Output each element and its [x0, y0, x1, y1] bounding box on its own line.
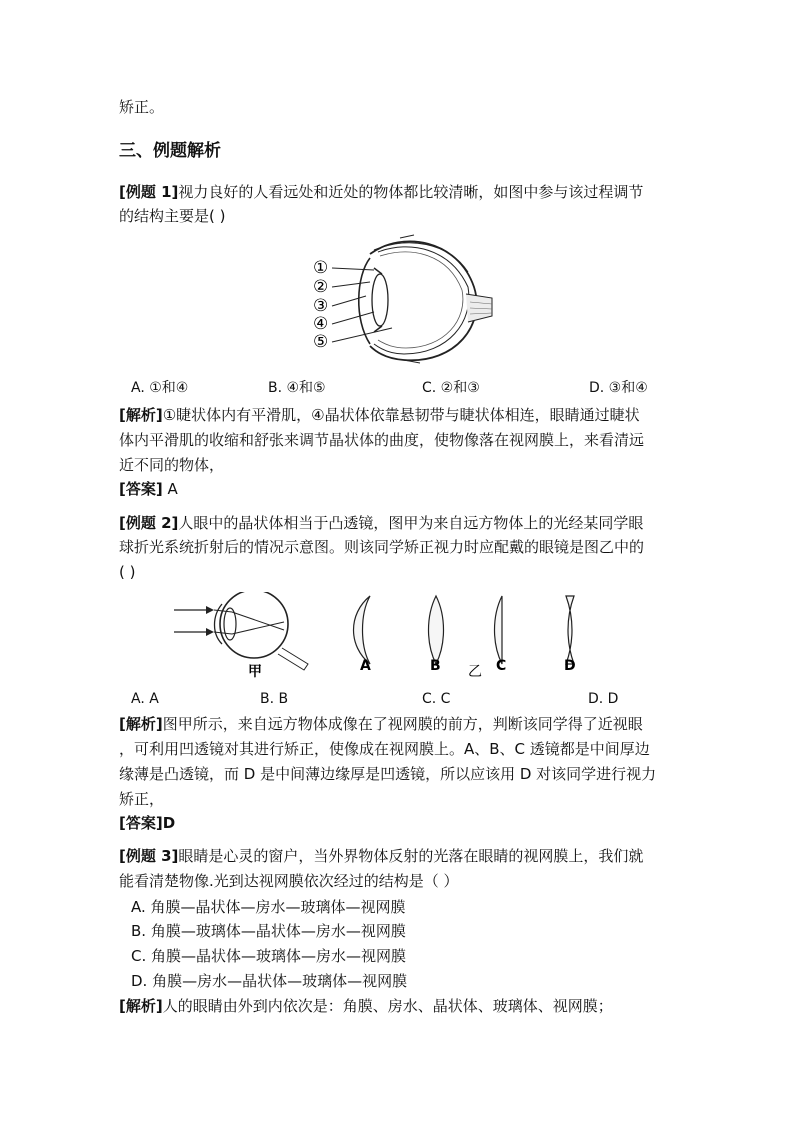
q2-option-c: C. C [422, 691, 451, 707]
q1-line-1: [例题 1]视力良好的人看远处和近处的物体都比较清晰，如图中参与该过程调节 [119, 183, 644, 201]
q1-tag: [例题 1] [119, 183, 179, 201]
q2-line-2: 球折光系统折射后的情况示意图。则该同学矫正视力时应配戴的眼镜是图乙中的 [119, 538, 645, 556]
intro-tail: 矫正。 [119, 98, 165, 116]
q1-option-d: D. ③和④ [589, 380, 648, 396]
eye-label-2: ② [313, 277, 329, 297]
lens-label-a: A [360, 658, 371, 674]
q2-analysis-line-2: ，可利用凹透镜对其进行矫正，使像成在视网膜上。A、B、C 透镜都是中间厚边 [119, 740, 650, 758]
q1-analysis-line-3: 近不同的物体， [119, 456, 225, 474]
figure-jia-label: 甲 [248, 664, 262, 680]
q2-answer-tag: [答案] [119, 814, 163, 832]
q3-analysis-tag: [解析] [119, 997, 163, 1015]
q2-line-3: ( ) [119, 563, 136, 581]
lens-label-b: B [430, 658, 441, 674]
q3-line-1: [例题 3]眼睛是心灵的窗户，当外界物体反射的光落在眼睛的视网膜上，我们就 [119, 847, 644, 865]
lens-label-c: C [496, 658, 507, 674]
eye-structure-figure [308, 232, 494, 366]
q3-option-b: B. 角膜—玻璃体—晶状体—房水—视网膜 [131, 922, 406, 940]
q3-line-2: 能看清楚物像.光到达视网膜依次经过的结构是（ ） [119, 872, 459, 890]
q2-analysis-line-3: 缘薄是凸透镜，而 D 是中间薄边缘厚是凹透镜，所以应该用 D 对该同学进行视力 [119, 765, 657, 783]
q2-option-b: B. B [260, 691, 289, 707]
q1-analysis-line-1: [解析]①睫状体内有平滑肌，④晶状体依靠悬韧带与睫状体相连，眼睛通过睫状 [119, 406, 640, 424]
q1-answer: [答案] A [119, 480, 178, 498]
figure-yi-lenses [344, 592, 594, 684]
lens-label-d: D [564, 658, 576, 674]
q3-analysis-line-1: [解析]人的眼睛由外到内依次是：角膜、房水、晶状体、玻璃体、视网膜； [119, 997, 613, 1015]
eye-label-4: ④ [313, 314, 329, 334]
q1-answer-tag: [答案] [119, 480, 163, 498]
q2-option-a: A. A [131, 691, 159, 707]
q2-analysis-line-1: [解析]图甲所示，来自远方物体成像在了视网膜的前方，判断该同学得了近视眼 [119, 715, 643, 733]
q1-option-c: C. ②和③ [422, 380, 480, 396]
q2-analysis-line-4: 矫正， [119, 790, 165, 808]
q2-line-1: [例题 2]人眼中的晶状体相当于凸透镜，图甲为来自远方物体上的光经某同学眼 [119, 514, 644, 532]
section-title: 三、例题解析 [119, 141, 221, 161]
q1-analysis-tag: [解析] [119, 406, 163, 424]
q3-option-c: C. 角膜—晶状体—玻璃体—房水—视网膜 [131, 947, 407, 965]
q3-tag: [例题 3] [119, 847, 179, 865]
eye-label-3: ③ [313, 296, 329, 316]
q2-option-d: D. D [588, 691, 619, 707]
figure-jia-myopic-eye [172, 592, 322, 682]
q3-option-d: D. 角膜—房水—晶状体—玻璃体—视网膜 [131, 972, 408, 990]
q1-option-a: A. ①和④ [131, 380, 189, 396]
figure-yi-label: 乙 [468, 664, 482, 680]
q2-answer: [答案]D [119, 814, 176, 832]
q2-tag: [例题 2] [119, 514, 179, 532]
q3-option-a: A. 角膜—晶状体—房水—玻璃体—视网膜 [131, 898, 406, 916]
q1-line-2: 的结构主要是( ) [119, 207, 226, 225]
q1-analysis-line-2: 体内平滑肌的收缩和舒张来调节晶状体的曲度，使物像落在视网膜上，来看清远 [119, 431, 645, 449]
eye-label-5: ⑤ [313, 332, 329, 352]
q1-option-b: B. ④和⑤ [268, 380, 326, 396]
eye-label-1: ① [313, 258, 329, 278]
q2-analysis-tag: [解析] [119, 715, 163, 733]
